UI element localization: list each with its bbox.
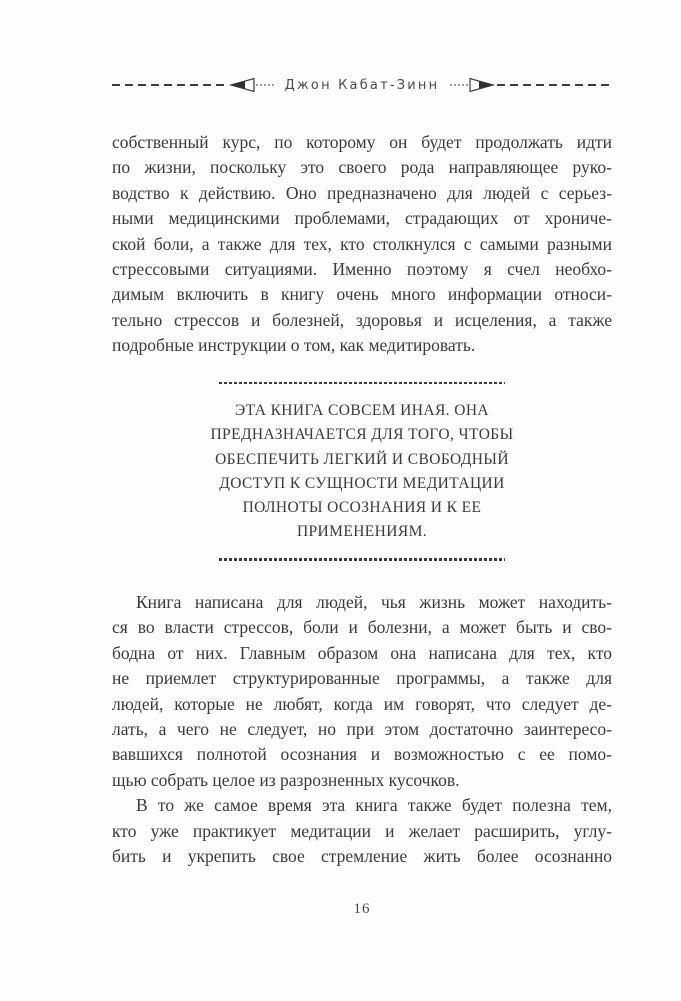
text-line: водство к действию. Оно предназначено для людей с серьез- [112, 182, 612, 203]
running-header-author: Джон Кабат-Зинн [284, 77, 440, 93]
arrow-right-icon [449, 76, 497, 94]
text-line: вавшихся полнотой осознания и возможностью с ее помо- [112, 744, 612, 765]
text-line: стрессовыми ситуациями. Именно поэтому я счел необхо- [112, 259, 612, 280]
header-rule-left [112, 84, 227, 86]
quote-rule-bottom [219, 558, 505, 561]
text-line: ПОЛНОТЫ ОСОЗНАНИЯ И К ЕЕ [242, 498, 482, 516]
text-line: собственный курс, по которому он будет продолжать идти [112, 132, 612, 152]
text-line: ЭТА КНИГА СОВСЕМ ИНАЯ. ОНА [234, 402, 490, 420]
text-line: Книга написана для людей, чья жизнь может находить- [136, 591, 612, 612]
text-line: ской боли, а также для тех, кто столкнулся с самыми разными [112, 233, 612, 254]
page-number: 16 [353, 901, 371, 918]
page-content [112, 76, 612, 918]
text-line: ПРЕДНАЗНАЧАЕТСЯ ДЛЯ ТОГО, ЧТОБЫ [210, 426, 514, 444]
text-line: ся во власти стрессов, боли и болезни, а может быть и сво- [112, 617, 612, 638]
text-line: подробные инструкции о том, как медитировать. [112, 335, 476, 356]
paragraph-3 [112, 793, 612, 869]
text-line: по жизни, поскольку это своего рода направляющее руко- [112, 157, 612, 178]
paragraph-2 [112, 590, 612, 793]
paragraph-1 [112, 130, 612, 359]
text-line: ОБЕСПЕЧИТЬ ЛЕГКИЙ И СВОБОДНЫЙ [215, 450, 509, 468]
page-body [112, 130, 612, 869]
text-line: тельно стрессов и болезней, здоровья и исцеления, а также [112, 309, 612, 330]
text-line: бить и укрепить свое стремление жить более осознанно [112, 845, 612, 866]
page-footer [112, 900, 612, 918]
text-line: щью собрать целое из разрозненных кусочков. [112, 769, 460, 790]
text-line: В то же самое время эта книга также будет полезна тем, [136, 795, 612, 816]
header-rule-right [497, 84, 612, 86]
text-line: ными медицинскими проблемами, страдающих от хрониче- [112, 208, 612, 229]
text-line: ДОСТУП К СУЩНОСТИ МЕДИТАЦИИ [219, 474, 505, 492]
quote-rule-top [219, 382, 505, 385]
text-line: кто уже практикует медитации и желает расширить, углу- [112, 820, 612, 841]
pull-quote [112, 382, 612, 561]
text-line: лать, а чего не следует, но при этом достаточно заинтересо- [112, 718, 612, 739]
text-line: бодна от них. Главным образом она написана для тех, кто [112, 642, 612, 663]
text-line: не приемлет структурированные программы, а также для [112, 668, 612, 689]
text-line: людей, которые не любят, когда им говорят, что следует де- [112, 693, 612, 714]
text-line: димым включить в книгу очень много информации относи- [112, 284, 612, 305]
arrow-left-icon [227, 76, 275, 94]
quote-text [112, 399, 612, 544]
running-header [112, 76, 612, 94]
text-line: ПРИМЕНЕНИЯМ. [296, 523, 428, 541]
